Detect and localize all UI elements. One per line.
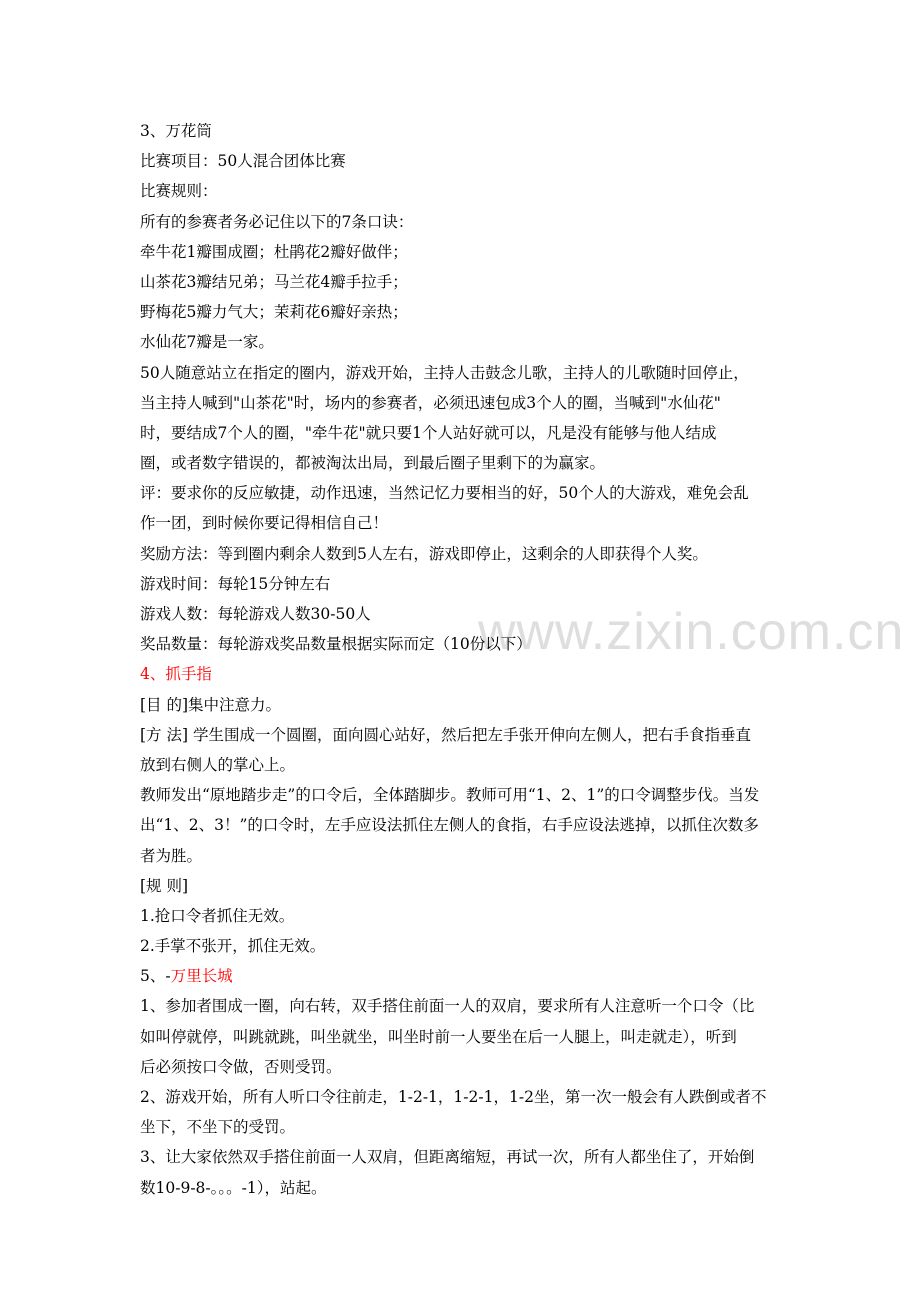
method-line: 放到右侧人的掌心上。 — [140, 755, 296, 774]
document-body — [140, 116, 788, 1203]
comment-line: 作一团，到时候你要记得相信自己！ — [140, 514, 389, 533]
paragraph-line: 当主持人喊到"山茶花"时，场内的参赛者，必须迅速包成3个人的圈，当喊到"水仙花" — [140, 393, 721, 412]
paragraph-line: 后必须按口令做，否则受罚。 — [140, 1057, 342, 1076]
rules-heading: [规 则] — [140, 876, 189, 895]
section-title-great-wall — [140, 961, 788, 991]
rhyme-line: 野梅花5瓣力气大；茉莉花6瓣好亲热； — [140, 303, 408, 322]
paragraph-line: 坐下，不坐下的受罚。 — [140, 1118, 296, 1137]
paragraph-line: 出“1、2、3！”的口令时，左手应设法抓住左侧人的食指，右手应设法逃掉，以抓住次数多 — [140, 816, 759, 835]
paragraph-line: 2、游戏开始，所有人听口令往前走，1-2-1，1-2-1，1-2坐，第一次一般会有人跌倒或者不 — [140, 1088, 767, 1106]
paragraph-line: 者为胜。 — [140, 846, 203, 865]
watermark: www.zixin.com.cn — [478, 603, 905, 661]
reward-method: 奖励方法：等到圈内剩余人数到5人左右，游戏即停止，这剩余的人即获得个人奖。 — [140, 544, 708, 563]
purpose-line: [目 的]集中注意力。 — [140, 695, 282, 714]
rule-item: 1.抢口令者抓住无效。 — [140, 906, 295, 925]
rhyme-line: 牵牛花1瓣围成圈；杜鹃花2瓣好做伴； — [140, 242, 408, 261]
paragraph-line: 圈，或者数字错误的，都被淘汰出局，到最后圈子里剩下的为赢家。 — [140, 454, 606, 473]
rules-intro: 所有的参赛者务必记住以下的7条口诀： — [140, 212, 414, 231]
paragraph-line: 数10-9-8-。。。-1），站起。 — [140, 1178, 327, 1197]
game-players: 游戏人数：每轮游戏人数30-50人 — [140, 605, 371, 623]
method-line: [方 法] 学生围成一个圆圈，面向圆心站好，然后把左手张开伸向左侧人，把右手食指垂直 — [140, 725, 751, 744]
section-title-grab-finger: 4、抓手指 — [140, 665, 212, 684]
paragraph-line: 50人随意站立在指定的圈内，游戏开始，主持人击鼓念儿歌，主持人的儿歌随时回停止， — [140, 363, 749, 382]
rule-item: 2.手掌不张开，抓住无效。 — [140, 937, 326, 956]
rhyme-line: 山茶花3瓣结兄弟；马兰花4瓣手拉手； — [140, 272, 408, 291]
prize-count: 奖品数量：每轮游戏奖品数量根据实际而定（10份以下） — [140, 635, 532, 654]
section-title-number: 5、- — [140, 967, 171, 986]
competition-item: 比赛项目：50人混合团体比赛 — [140, 152, 346, 171]
game-time: 游戏时间：每轮15分钟左右 — [140, 574, 331, 593]
paragraph-line: 如叫停就停，叫跳就跳，叫坐就坐，叫坐时前一人要坐在后一人腿上，叫走就走），听到 — [140, 1027, 737, 1046]
paragraph-line: 3、让大家依然双手搭住前面一人双肩，但距离缩短，再试一次，所有人都坐住了，开始倒 — [140, 1148, 755, 1167]
section-title-kaleidoscope: 3、万花筒 — [140, 122, 212, 140]
competition-rules-label: 比赛规则： — [140, 182, 218, 201]
rhyme-line: 水仙花7瓣是一家。 — [140, 333, 274, 352]
paragraph-line: 教师发出“原地踏步走”的口令后，全体踏脚步。教师可用“1、2、1”的口令调整步伐。当发 — [140, 786, 760, 805]
comment-line: 评：要求你的反应敏捷，动作迅速，当然记忆力要相当的好，50个人的大游戏，难免会乱 — [140, 484, 749, 503]
paragraph-line: 1、参加者围成一圈，向右转，双手搭住前面一人的双肩，要求所有人注意听一个口令（比 — [140, 997, 755, 1016]
paragraph-line: 时，要结成7个人的圈，"牵牛花"就只要1个人站好就可以，凡是没有能够与他人结成 — [140, 423, 717, 442]
section-title-text: 万里长城 — [170, 967, 233, 986]
